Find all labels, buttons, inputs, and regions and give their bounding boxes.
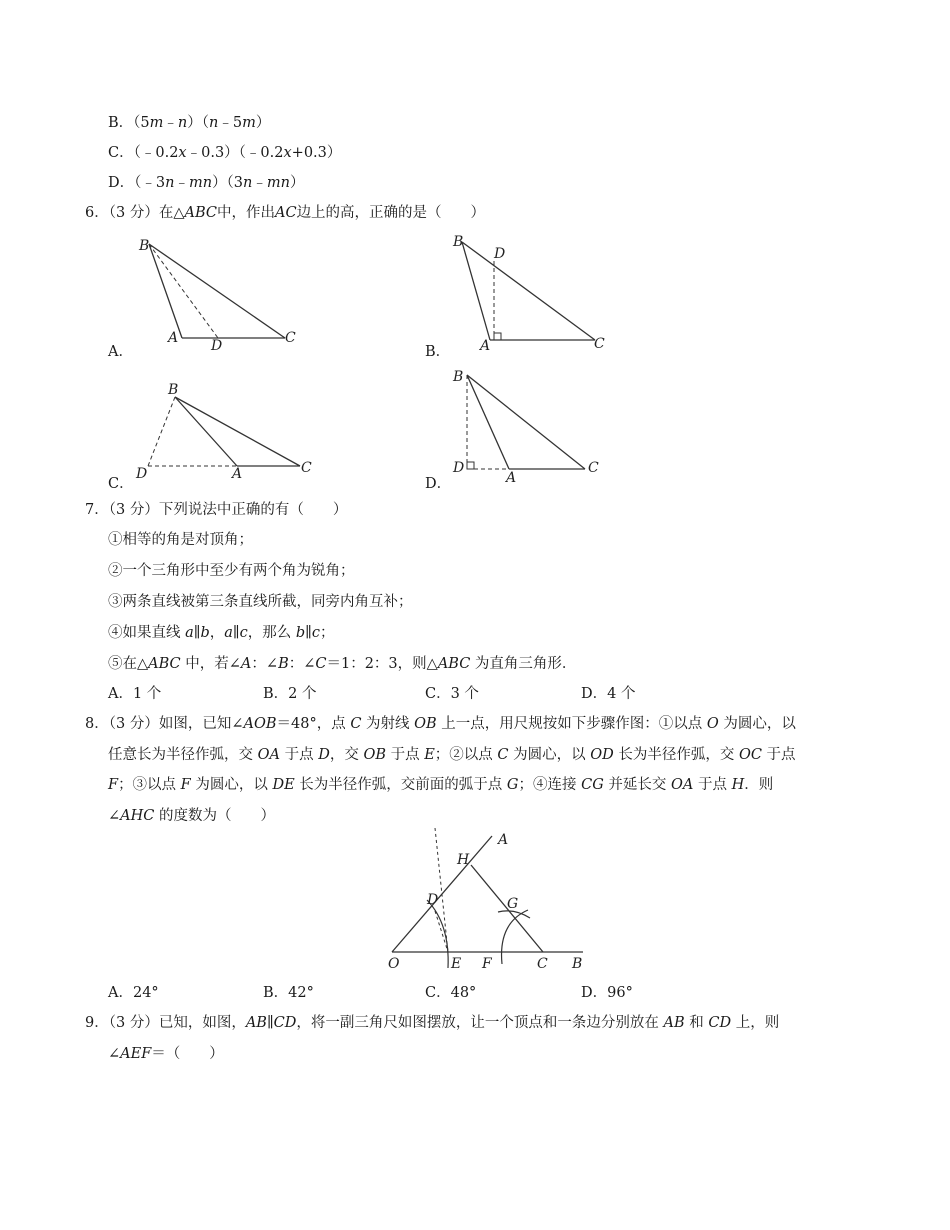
q6d-label-a: A (506, 470, 517, 486)
q6-figure-c (135, 380, 315, 480)
q7-choice-c: C．3 个 (425, 686, 479, 702)
q6-option-a-label: A． (108, 344, 133, 360)
q6b-label-a: A (480, 338, 491, 354)
q9-line-2: ∠AEF＝（ ） (108, 1046, 224, 1062)
q8-label-a: A (498, 832, 509, 848)
q6-figure-b (450, 232, 615, 354)
q7-choice-b: B．2 个 (263, 686, 317, 702)
q8-label-e: E (451, 956, 462, 972)
q7-stem: 7．（3 分）下列说法中正确的有（ ） (85, 502, 348, 518)
q6d-label-c: C (588, 460, 599, 476)
q5-option-d: D．（﹣3n﹣mn）（3n﹣mn） (108, 175, 305, 191)
q8-line-1: 8．（3 分）如图，已知∠AOB＝48°，点 C 为射线 OB 上一点，用尺规按如下步骤作图：①以点 O 为圆心，以 (85, 716, 796, 732)
q6d-label-b: B (453, 369, 464, 385)
q8-label-d: D (427, 892, 439, 908)
q6c-label-d: D (136, 466, 148, 480)
q7-statement-4: ④如果直线 a∥b，a∥c，那么 b∥c； (108, 625, 335, 641)
q6-figure-a (135, 232, 305, 352)
q8-choice-d: D．96° (581, 985, 633, 1001)
q8-label-o: O (388, 956, 400, 972)
q6b-label-c: C (594, 336, 605, 352)
q8-label-f: F (482, 956, 492, 972)
q6c-label-c: C (301, 460, 312, 476)
q8-label-g: G (507, 896, 519, 912)
q7-statement-2: ②一个三角形中至少有两个角为锐角； (108, 563, 355, 579)
q6b-label-b: B (453, 234, 464, 250)
q6a-label-c: C (285, 330, 296, 346)
q7-statement-3: ③两条直线被第三条直线所截，同旁内角互补； (108, 594, 413, 610)
q8-label-h: H (457, 852, 470, 868)
q9-line-1: 9．（3 分）已知，如图，AB∥CD，将一副三角尺如图摆放，让一个顶点和一条边分别放在 AB 和 CD 上，则 (85, 1015, 780, 1031)
q6c-label-b: B (168, 382, 179, 398)
q6-option-d-label: D． (425, 476, 452, 492)
q6d-label-d: D (453, 460, 465, 476)
q6-option-c-label: C． (108, 476, 134, 492)
q6-stem: 6．（3 分）在△ABC中，作出AC边上的高，正确的是（ ） (85, 205, 486, 221)
q8-figure (380, 828, 595, 973)
q5-option-b: B．（5m﹣n）（n﹣5m） (108, 115, 271, 131)
q8-line-2: 任意长为半径作弧，交 OA 于点 D，交 OB 于点 E；②以点 C 为圆心，以 OD 长为半径作弧，交 OC 于点 (108, 747, 796, 763)
q6a-label-a: A (168, 330, 179, 346)
q5-option-c: C．（﹣0.2x﹣0.3）（﹣0.2x+0.3） (108, 145, 342, 161)
q8-choice-c: C．48° (425, 985, 477, 1001)
q7-statement-5: ⑤在△ABC 中，若∠A：∠B：∠C＝1：2：3，则△ABC 为直角三角形． (108, 656, 577, 672)
q7-choice-d: D．4 个 (581, 686, 636, 702)
q8-choice-b: B．42° (263, 985, 314, 1001)
q6a-label-b: B (139, 238, 150, 254)
q8-choice-a: A．24° (108, 985, 159, 1001)
q6-option-b-label: B． (425, 344, 451, 360)
q6a-label-d: D (211, 338, 223, 352)
q7-choice-a: A．1 个 (108, 686, 162, 702)
q6c-label-a: A (232, 466, 243, 480)
q8-line-3: F；③以点 F 为圆心，以 DE 长为半径作弧，交前面的弧于点 G；④连接 CG 并延长交 OA 于点 H．则 (108, 777, 774, 793)
q8-line-4: ∠AHC 的度数为（ ） (108, 808, 275, 824)
q6-figure-d (450, 364, 615, 486)
q7-statement-1: ①相等的角是对顶角； (108, 532, 253, 548)
q8-label-c: C (537, 956, 548, 972)
q6b-label-d: D (494, 246, 506, 262)
q8-label-b: B (572, 956, 583, 972)
